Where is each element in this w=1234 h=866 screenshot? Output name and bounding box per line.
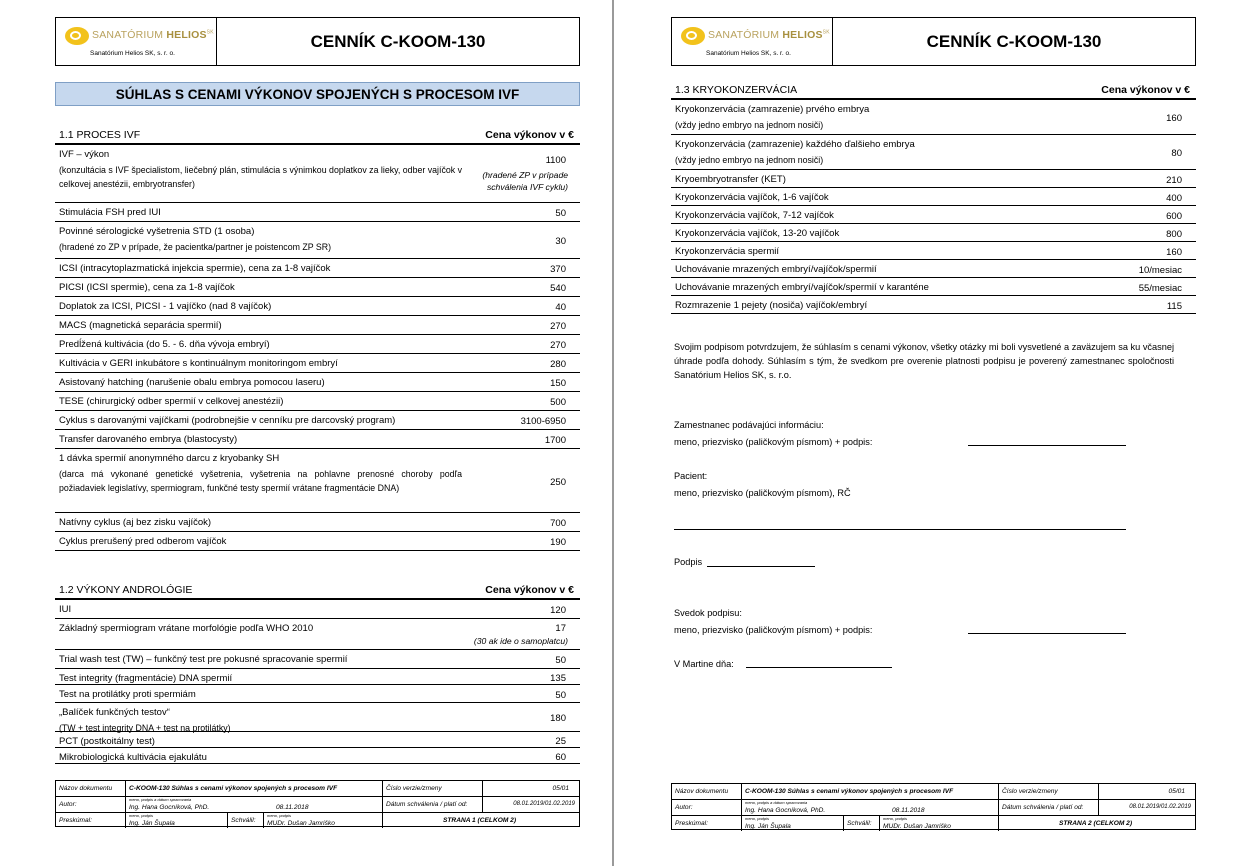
service-name: Test na protilátky proti spermiám (59, 689, 196, 700)
witness-signature-line[interactable] (968, 633, 1126, 634)
price-row (55, 532, 580, 551)
service-label (59, 621, 462, 637)
section-title: 1.3 KRYOKONZERVÁCIA (675, 84, 798, 96)
price-column-header: Cena výkonov v € (485, 584, 574, 596)
service-price: 3100-6950 (520, 416, 566, 427)
witness-label: Svedok podpisu: (674, 608, 742, 618)
service-name: Cyklus prerušený pred odberom vajíčok (59, 536, 227, 547)
service-description: (vždy jedno embryo na jednom nosiči) (675, 120, 824, 130)
price-row (55, 222, 580, 259)
service-label (59, 224, 462, 254)
helios-logo: SANATÓRIUM $HELIOS^{SK}$ Sanatórium Helios SK, s. r. o. (56, 18, 217, 65)
price-row (55, 513, 580, 532)
document-footer: Názov dokumentu C-KOOM-130 Súhlas s cenami výkonov spojených s procesom IVF Číslo verzie/zmeny 05/01 Autor: meno, podpis a dátum spracovania Ing. Hana Gocníková, PhD. 08.11.2018 Dátum schválenia / platí od: 08.01.2019/01.02.2019 Preskúmal: meno, podpis Ing. Ján Šupala Schválil: meno, podpis MUDr. Dušan Jamriško STRANA 1 (CELKOM 2) (55, 780, 580, 827)
service-label (675, 226, 1078, 242)
price-row (55, 748, 580, 764)
service-label (675, 208, 1078, 224)
service-price: 60 (555, 752, 566, 763)
page-title: CENNÍK C-KOOM-130 (926, 31, 1102, 51)
approval-dates: 08.01.2019/01.02.2019 (1129, 804, 1191, 810)
witness-name-label: meno, priezvisko (paličkovým písmom) + podpis: (674, 625, 873, 635)
price-row (55, 449, 580, 513)
approval-dates: 08.01.2019/01.02.2019 (513, 801, 575, 807)
service-description: (hradené zo ZP v prípade, že pacientka/partner je poistencom ZP SR) (59, 242, 332, 252)
service-description: (konzultácia s IVF špecialistom, liečebný plán, stimulácia s výnimkou doplatkov za lieky, odber vajíčok v celkovej anestézii, embryotransfer) (59, 165, 462, 189)
price-row (55, 354, 580, 373)
price-row (671, 224, 1196, 242)
page-header (671, 17, 1196, 66)
price-row (55, 411, 580, 430)
price-row (55, 732, 580, 748)
section-andrology (55, 578, 580, 764)
service-price: 40 (555, 302, 566, 313)
service-price: 25 (555, 736, 566, 747)
consent-banner: SÚHLAS S CENAMI VÝKONOV SPOJENÝCH S PROCESOM IVF (55, 82, 580, 106)
sun-logo-icon (65, 27, 89, 45)
service-price: 270 (550, 321, 566, 332)
service-name: Stimulácia FSH pred IUI (59, 207, 161, 218)
reviewer-name: Ing. Ján Šupala (129, 820, 175, 827)
service-label (59, 356, 462, 372)
price-row (55, 703, 580, 732)
service-name: Trial wash test (TW) – funkčný test pre pokusné spracovanie spermií (59, 654, 348, 665)
service-price: 1700 (544, 435, 566, 446)
service-label (59, 515, 462, 531)
service-name: Uchovávanie mrazených embryí/vajíčok/spermií (675, 264, 877, 275)
author-date: 08.11.2018 (892, 807, 925, 814)
date-line[interactable] (746, 667, 892, 668)
page-number: STRANA 2 (CELKOM 2) (1059, 820, 1133, 827)
service-price: 180 (550, 713, 566, 724)
service-name: Predĺžená kultivácia (do 5. - 6. dňa vývoja embryí) (59, 339, 270, 350)
employee-label: Zamestnanec podávajúci informáciu: (674, 420, 824, 430)
service-name: „Balíček funkčných testov“ (59, 707, 170, 718)
section-ivf-process (55, 123, 580, 551)
page-header (55, 17, 580, 66)
service-label (675, 244, 1078, 260)
service-label (59, 705, 462, 735)
price-row (55, 669, 580, 685)
service-name: Kryokonzervácia vajíčok, 7-12 vajíčok (675, 210, 834, 221)
service-name: PICSI (ICSI spermie), cena za 1-8 vajíčok (59, 282, 235, 293)
price-row (671, 260, 1196, 278)
price-row (55, 430, 580, 449)
author-name: Ing. Hana Gocníková, PhD. (129, 804, 210, 811)
service-label (675, 280, 1078, 296)
approver-name: MUDr. Dušan Jamriško (883, 823, 951, 830)
service-name: Rozmrazenie 1 pejety (nosiča) vajíčok/embryí (675, 300, 868, 311)
approver-name: MUDr. Dušan Jamriško (267, 820, 335, 827)
version-value: 05/01 (1168, 788, 1185, 795)
service-name: Mikrobiologická kultivácia ejakulátu (59, 752, 207, 763)
service-price: 50 (555, 690, 566, 701)
service-name: IVF – výkon (59, 149, 110, 160)
service-price: 250 (550, 477, 566, 488)
service-name: 1 dávka spermií anonymného darcu z kryobanky SH (59, 453, 280, 464)
service-price: 600 (1166, 211, 1182, 222)
service-price: 700 (550, 518, 566, 529)
service-price: 160 (1166, 247, 1182, 258)
price-row (55, 373, 580, 392)
page-number: STRANA 1 (CELKOM 2) (443, 817, 517, 824)
service-label (59, 205, 462, 221)
price-row (55, 297, 580, 316)
price-row (55, 278, 580, 297)
service-description: (vždy jedno embryo na jednom nosiči) (675, 155, 824, 165)
section-cryoconservation (671, 78, 1196, 314)
service-price: 115 (1166, 301, 1182, 312)
service-price: 190 (550, 537, 566, 548)
company-name: Sanatórium Helios SK, s. r. o. (706, 50, 791, 57)
service-price: 400 (1166, 193, 1182, 204)
document-name: C-KOOM-130 Súhlas s cenami výkonov spojených s procesom IVF (745, 788, 954, 795)
price-row (55, 203, 580, 222)
service-name: Cyklus s darovanými vajíčkami (podrobnejšie v cenníku pre darcovský program) (59, 415, 396, 426)
service-description: (TW + test integrity DNA + test na protilátky) (59, 723, 231, 733)
service-label (59, 534, 462, 550)
price-row (55, 619, 580, 650)
price-row (55, 316, 580, 335)
consent-text: Svojim podpisom potvrdzujem, že súhlasím s cenami výkonov, všetky otázky mi boli vysvetlené a zaväzujem sa ku včasnej úhrade podľa dohody. Súhlasím s tým, že svedkom pre overenie platnosti podpisu je poverený zamestnanec spoločnosti Sanatórium Helios SK, s. r.o. (674, 342, 1174, 380)
service-label (59, 750, 462, 766)
patient-name-label: meno, priezvisko (paličkovým písmom), RČ (674, 488, 851, 498)
sun-logo-icon (681, 27, 705, 45)
service-price: 500 (550, 397, 566, 408)
price-column-header: Cena výkonov v € (485, 129, 574, 141)
service-label (675, 102, 1078, 132)
price-row (55, 259, 580, 278)
reviewer-name: Ing. Ján Šupala (745, 823, 791, 830)
price-row (55, 392, 580, 411)
helios-logo: SANATÓRIUM $HELIOS^{SK}$ Sanatórium Helios SK, s. r. o. (672, 18, 833, 65)
service-price: 10/mesiac (1138, 265, 1182, 276)
price-note: (30 ak ide o samoplatcu) (473, 636, 568, 646)
service-label (59, 299, 462, 315)
service-label (59, 432, 462, 448)
service-label (59, 413, 462, 429)
service-label (675, 298, 1078, 314)
price-row (671, 188, 1196, 206)
service-price: 150 (550, 378, 566, 389)
place-date-label: V Martine dňa: (674, 659, 734, 669)
service-name: Kryoembryotransfer (KET) (675, 174, 786, 185)
service-price: 55/mesiac (1138, 283, 1182, 294)
service-name: Kryokonzervácia spermií (675, 246, 780, 257)
employee-signature-line[interactable] (968, 445, 1126, 446)
service-price: 540 (550, 283, 566, 294)
page-2 (614, 0, 1234, 866)
service-label (59, 280, 462, 296)
service-label (675, 262, 1078, 278)
price-row (55, 650, 580, 669)
document-footer: Názov dokumentu C-KOOM-130 Súhlas s cenami výkonov spojených s procesom IVF Číslo verzie/zmeny 05/01 Autor: meno, podpis a dátum spracovania Ing. Hana Gocníková, PhD. 08.11.2018 Dátum schválenia / platí od: 08.01.2019/01.02.2019 Preskúmal: meno, podpis Ing. Ján Šupala Schválil: meno, podpis MUDr. Dušan Jamriško STRANA 2 (CELKOM 2) (671, 783, 1196, 830)
price-row (55, 685, 580, 703)
signature-label: Podpis (674, 557, 703, 567)
price-column-header: Cena výkonov v € (1101, 84, 1190, 96)
service-price: 80 (1171, 148, 1182, 159)
price-row (55, 600, 580, 619)
service-price: 210 (1166, 175, 1182, 186)
service-name: Kryokonzervácia (zamrazenie) každého ďalšieho embrya (675, 139, 915, 150)
service-label (59, 394, 462, 410)
price-row (671, 296, 1196, 314)
document-name: C-KOOM-130 Súhlas s cenami výkonov spojených s procesom IVF (129, 785, 338, 792)
patient-signature-line[interactable] (707, 566, 815, 567)
service-label (59, 318, 462, 334)
service-name: Základný spermiogram vrátane morfológie podľa WHO 2010 (59, 623, 314, 634)
page-title: CENNÍK C-KOOM-130 (310, 31, 486, 51)
page-1 (0, 0, 612, 866)
section-title: 1.1 PROCES IVF (59, 129, 141, 141)
price-row (671, 135, 1196, 170)
service-label (59, 687, 462, 703)
service-label (675, 190, 1078, 206)
patient-name-line[interactable] (674, 529, 1126, 530)
service-name: IUI (59, 604, 72, 615)
service-price: 160 (1166, 113, 1182, 124)
service-label (59, 261, 462, 277)
service-label (675, 137, 1078, 167)
service-description: (darca má vykonané genetické vyšetrenia, vyšetrenia na pohlavne prenosné choroby podľa požiadaviek legislatívy, spermiogram, funkčné testy spermií vrátane fragmentácie DNA) (59, 469, 462, 493)
price-note: (hradené ZP v prípade schválenia IVF cyklu) (482, 170, 568, 192)
service-name: Kryokonzervácia (zamrazenie) prvého embrya (675, 104, 870, 115)
service-label (59, 602, 462, 618)
service-label (59, 652, 462, 668)
company-name: Sanatórium Helios SK, s. r. o. (90, 50, 175, 57)
service-label (59, 375, 462, 391)
service-label (675, 172, 1078, 188)
service-price: 270 (550, 340, 566, 351)
service-name: Doplatok za ICSI, PICSI - 1 vajíčko (nad 8 vajíčok) (59, 301, 272, 312)
service-price: 1100 (545, 155, 566, 166)
service-name: Kryokonzervácia vajíčok, 13-20 vajíčok (675, 228, 840, 239)
service-name: Test integrity (fragmentácie) DNA spermií (59, 673, 233, 684)
service-price: 800 (1166, 229, 1182, 240)
service-name: TESE (chirurgický odber spermií v celkovej anestézii) (59, 396, 284, 407)
price-row (671, 242, 1196, 260)
service-label (59, 337, 462, 353)
author-date: 08.11.2018 (276, 804, 309, 811)
service-price: 120 (550, 605, 566, 616)
service-name: MACS (magnetická separácia spermií) (59, 320, 222, 331)
service-name: Asistovaný hatching (narušenie obalu embrya pomocou laseru) (59, 377, 325, 388)
service-name: Kryokonzervácia vajíčok, 1-6 vajíčok (675, 192, 829, 203)
service-name: ICSI (intracytoplazmatická injekcia spermie), cena za 1-8 vajíčok (59, 263, 331, 274)
price-row (671, 100, 1196, 135)
price-row (671, 278, 1196, 296)
service-name: Natívny cyklus (aj bez zisku vajíčok) (59, 517, 212, 528)
service-price: 17 (555, 623, 566, 634)
service-name: PCT (postkoitálny test) (59, 736, 155, 747)
service-price: 280 (550, 359, 566, 370)
service-name: Povinné sérologické vyšetrenia STD (1 osoba) (59, 226, 255, 237)
price-row (671, 206, 1196, 224)
author-name: Ing. Hana Gocníková, PhD. (745, 807, 826, 814)
version-value: 05/01 (552, 785, 569, 792)
section-title: 1.2 VÝKONY ANDROLÓGIE (59, 584, 193, 596)
service-name: Uchovávanie mrazených embryí/vajíčok/spermií v karanténe (675, 282, 929, 293)
service-name: Kultivácia v GERI inkubátore s kontinuálnym monitoringom embryí (59, 358, 338, 369)
price-row (671, 170, 1196, 188)
service-label (59, 451, 462, 495)
service-price: 30 (555, 236, 566, 247)
service-price: 370 (550, 264, 566, 275)
service-label (59, 147, 462, 191)
service-price: 135 (550, 673, 566, 684)
price-row (55, 335, 580, 354)
price-row (55, 145, 580, 203)
service-name: Transfer darovaného embrya (blastocysty) (59, 434, 238, 445)
service-price: 50 (555, 208, 566, 219)
employee-name-label: meno, priezvisko (paličkovým písmom) + podpis: (674, 437, 873, 447)
service-price: 50 (555, 655, 566, 666)
patient-label: Pacient: (674, 471, 708, 481)
